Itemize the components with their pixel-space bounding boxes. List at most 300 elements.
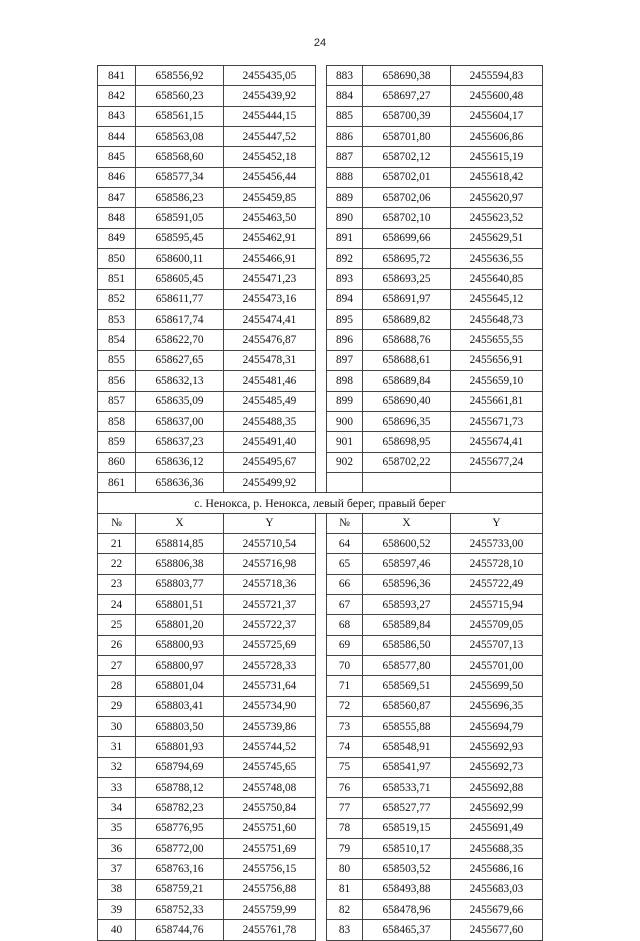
y-coordinate: 2455734,90 — [224, 696, 316, 716]
y-coordinate: 2455671,73 — [451, 411, 543, 431]
point-number: 892 — [327, 249, 363, 269]
x-coordinate: 658700,39 — [363, 106, 451, 126]
x-coordinate: 658569,51 — [363, 676, 451, 696]
point-number: 77 — [327, 798, 363, 818]
x-coordinate: 658702,10 — [363, 208, 451, 228]
x-coordinate: 658702,22 — [363, 452, 451, 472]
column-gap — [316, 86, 327, 106]
x-coordinate: 658586,23 — [136, 188, 224, 208]
table-row — [98, 879, 543, 899]
y-coordinate: 2455722,37 — [224, 615, 316, 635]
column-gap — [316, 554, 327, 574]
x-coordinate: 658688,61 — [363, 350, 451, 370]
x-coordinate: 658627,65 — [136, 350, 224, 370]
point-number: 79 — [327, 839, 363, 859]
x-coordinate: 658533,71 — [363, 778, 451, 798]
point-number: 854 — [98, 330, 136, 350]
point-number: 846 — [98, 167, 136, 187]
x-coordinate: 658568,60 — [136, 147, 224, 167]
y-coordinate: 2455495,67 — [224, 452, 316, 472]
x-coordinate: 658556,92 — [136, 66, 224, 86]
x-coordinate: 658605,45 — [136, 269, 224, 289]
table-row — [98, 717, 543, 737]
point-number: 902 — [327, 452, 363, 472]
point-number: 861 — [98, 472, 136, 492]
column-gap — [316, 635, 327, 655]
y-coordinate: 2455721,37 — [224, 594, 316, 614]
x-coordinate: 658801,20 — [136, 615, 224, 635]
point-number: 83 — [327, 920, 363, 940]
column-gap — [316, 269, 327, 289]
y-coordinate: 2455659,10 — [451, 371, 543, 391]
point-number: 36 — [98, 839, 136, 859]
y-coordinate: 2455725,69 — [224, 635, 316, 655]
y-coordinate: 2455716,98 — [224, 554, 316, 574]
y-coordinate: 2455447,52 — [224, 127, 316, 147]
y-coordinate: 2455699,50 — [451, 676, 543, 696]
column-gap — [316, 452, 327, 472]
y-coordinate: 2455756,15 — [224, 859, 316, 879]
x-coordinate: 658803,50 — [136, 717, 224, 737]
column-gap — [316, 249, 327, 269]
header-row — [98, 513, 543, 533]
column-gap — [316, 818, 327, 838]
x-coordinate: 658597,46 — [363, 554, 451, 574]
y-coordinate: 2455491,40 — [224, 432, 316, 452]
column-gap — [316, 879, 327, 899]
column-gap — [316, 289, 327, 309]
y-coordinate: 2455694,79 — [451, 717, 543, 737]
x-coordinate: 658763,16 — [136, 859, 224, 879]
point-number: 72 — [327, 696, 363, 716]
y-coordinate: 2455677,60 — [451, 920, 543, 940]
point-number: 891 — [327, 228, 363, 248]
y-coordinate: 2455435,05 — [224, 66, 316, 86]
table-row — [98, 310, 543, 330]
y-coordinate: 2455710,54 — [224, 533, 316, 553]
point-number: 39 — [98, 900, 136, 920]
y-coordinate: 2455444,15 — [224, 106, 316, 126]
table-row — [98, 635, 543, 655]
point-number: 40 — [98, 920, 136, 940]
page-number: 24 — [313, 37, 327, 49]
column-header: № — [98, 513, 136, 533]
point-number: 851 — [98, 269, 136, 289]
point-number: 25 — [98, 615, 136, 635]
x-coordinate: 658698,95 — [363, 432, 451, 452]
y-coordinate: 2455731,64 — [224, 676, 316, 696]
point-number: 80 — [327, 859, 363, 879]
point-number: 883 — [327, 66, 363, 86]
column-gap — [316, 228, 327, 248]
point-number: 860 — [98, 452, 136, 472]
column-gap — [316, 208, 327, 228]
column-gap — [316, 188, 327, 208]
column-gap — [316, 472, 327, 492]
point-number: 30 — [98, 717, 136, 737]
y-coordinate: 2455620,97 — [451, 188, 543, 208]
table-row — [98, 594, 543, 614]
x-coordinate: 658637,00 — [136, 411, 224, 431]
column-gap — [316, 696, 327, 716]
point-number: 850 — [98, 249, 136, 269]
y-coordinate: 2455707,13 — [451, 635, 543, 655]
column-header: Y — [224, 513, 316, 533]
x-coordinate: 658632,13 — [136, 371, 224, 391]
point-number: 24 — [98, 594, 136, 614]
table-row — [98, 188, 543, 208]
x-coordinate: 658752,33 — [136, 900, 224, 920]
column-gap — [316, 859, 327, 879]
table-row — [98, 391, 543, 411]
y-coordinate: 2455636,55 — [451, 249, 543, 269]
y-coordinate: 2455744,52 — [224, 737, 316, 757]
y-coordinate — [451, 472, 543, 492]
x-coordinate: 658800,97 — [136, 655, 224, 675]
table-row — [98, 249, 543, 269]
y-coordinate: 2455686,16 — [451, 859, 543, 879]
x-coordinate: 658577,80 — [363, 655, 451, 675]
y-coordinate: 2455604,17 — [451, 106, 543, 126]
point-number: 68 — [327, 615, 363, 635]
x-coordinate: 658589,84 — [363, 615, 451, 635]
y-coordinate: 2455696,35 — [451, 696, 543, 716]
point-number: 75 — [327, 757, 363, 777]
table-row — [98, 269, 543, 289]
y-coordinate: 2455718,36 — [224, 574, 316, 594]
point-number: 21 — [98, 533, 136, 553]
point-number: 888 — [327, 167, 363, 187]
x-coordinate: 658561,15 — [136, 106, 224, 126]
y-coordinate: 2455594,83 — [451, 66, 543, 86]
x-coordinate: 658693,25 — [363, 269, 451, 289]
point-number: 23 — [98, 574, 136, 594]
x-coordinate: 658690,38 — [363, 66, 451, 86]
y-coordinate: 2455722,49 — [451, 574, 543, 594]
y-coordinate: 2455452,18 — [224, 147, 316, 167]
table-row — [98, 127, 543, 147]
y-coordinate: 2455474,41 — [224, 310, 316, 330]
point-number: 859 — [98, 432, 136, 452]
point-number: 27 — [98, 655, 136, 675]
point-number: 853 — [98, 310, 136, 330]
point-number: 886 — [327, 127, 363, 147]
column-gap — [316, 513, 327, 533]
y-coordinate: 2455691,49 — [451, 818, 543, 838]
point-number: 899 — [327, 391, 363, 411]
point-number: 26 — [98, 635, 136, 655]
y-coordinate: 2455478,31 — [224, 350, 316, 370]
point-number: 848 — [98, 208, 136, 228]
y-coordinate: 2455748,08 — [224, 778, 316, 798]
point-number: 64 — [327, 533, 363, 553]
x-coordinate: 658744,76 — [136, 920, 224, 940]
table-row — [98, 289, 543, 309]
point-number: 842 — [98, 86, 136, 106]
point-number: 33 — [98, 778, 136, 798]
table-row — [98, 757, 543, 777]
point-number: 82 — [327, 900, 363, 920]
y-coordinate: 2455751,69 — [224, 839, 316, 859]
y-coordinate: 2455692,93 — [451, 737, 543, 757]
table-row — [98, 371, 543, 391]
column-header: X — [136, 513, 224, 533]
point-number: 896 — [327, 330, 363, 350]
x-coordinate: 658688,76 — [363, 330, 451, 350]
column-header: Y — [451, 513, 543, 533]
y-coordinate: 2455456,44 — [224, 167, 316, 187]
x-coordinate: 658503,52 — [363, 859, 451, 879]
column-header: № — [327, 513, 363, 533]
point-number: 28 — [98, 676, 136, 696]
x-coordinate: 658595,45 — [136, 228, 224, 248]
table-row — [98, 615, 543, 635]
point-number: 76 — [327, 778, 363, 798]
point-number: 858 — [98, 411, 136, 431]
section-title-row — [98, 493, 543, 513]
table-row — [98, 330, 543, 350]
point-number: 31 — [98, 737, 136, 757]
x-coordinate: 658794,69 — [136, 757, 224, 777]
y-coordinate: 2455466,91 — [224, 249, 316, 269]
table-row — [98, 350, 543, 370]
x-coordinate: 658772,00 — [136, 839, 224, 859]
x-coordinate: 658548,91 — [363, 737, 451, 757]
y-coordinate: 2455629,51 — [451, 228, 543, 248]
x-coordinate: 658586,50 — [363, 635, 451, 655]
y-coordinate: 2455462,91 — [224, 228, 316, 248]
x-coordinate: 658637,23 — [136, 432, 224, 452]
x-coordinate: 658801,51 — [136, 594, 224, 614]
point-number: 37 — [98, 859, 136, 879]
table-row — [98, 778, 543, 798]
column-gap — [316, 615, 327, 635]
x-coordinate: 658617,74 — [136, 310, 224, 330]
x-coordinate: 658702,12 — [363, 147, 451, 167]
x-coordinate: 658695,72 — [363, 249, 451, 269]
y-coordinate: 2455481,46 — [224, 371, 316, 391]
x-coordinate: 658689,82 — [363, 310, 451, 330]
table-row — [98, 106, 543, 126]
y-coordinate: 2455679,66 — [451, 900, 543, 920]
y-coordinate: 2455709,05 — [451, 615, 543, 635]
x-coordinate: 658699,66 — [363, 228, 451, 248]
point-number: 845 — [98, 147, 136, 167]
y-coordinate: 2455715,94 — [451, 594, 543, 614]
y-coordinate: 2455656,91 — [451, 350, 543, 370]
x-coordinate: 658691,97 — [363, 289, 451, 309]
x-coordinate: 658635,09 — [136, 391, 224, 411]
column-gap — [316, 432, 327, 452]
x-coordinate: 658702,06 — [363, 188, 451, 208]
point-number: 852 — [98, 289, 136, 309]
column-gap — [316, 757, 327, 777]
column-gap — [316, 106, 327, 126]
table-row — [98, 574, 543, 594]
table-row — [98, 696, 543, 716]
table-row — [98, 66, 543, 86]
x-coordinate: 658478,96 — [363, 900, 451, 920]
table-row — [98, 798, 543, 818]
table-row — [98, 818, 543, 838]
y-coordinate: 2455473,16 — [224, 289, 316, 309]
y-coordinate: 2455623,52 — [451, 208, 543, 228]
table-row — [98, 228, 543, 248]
column-gap — [316, 310, 327, 330]
y-coordinate: 2455701,00 — [451, 655, 543, 675]
y-coordinate: 2455600,48 — [451, 86, 543, 106]
x-coordinate: 658702,01 — [363, 167, 451, 187]
y-coordinate: 2455661,81 — [451, 391, 543, 411]
y-coordinate: 2455677,24 — [451, 452, 543, 472]
x-coordinate: 658560,23 — [136, 86, 224, 106]
point-number: 893 — [327, 269, 363, 289]
column-header: X — [363, 513, 451, 533]
table-row — [98, 86, 543, 106]
column-gap — [316, 391, 327, 411]
point-number: 847 — [98, 188, 136, 208]
x-coordinate: 658759,21 — [136, 879, 224, 899]
point-number: 856 — [98, 371, 136, 391]
table-row — [98, 147, 543, 167]
x-coordinate: 658690,40 — [363, 391, 451, 411]
point-number: 74 — [327, 737, 363, 757]
x-coordinate: 658555,88 — [363, 717, 451, 737]
x-coordinate: 658803,77 — [136, 574, 224, 594]
point-number: 66 — [327, 574, 363, 594]
y-coordinate: 2455692,99 — [451, 798, 543, 818]
column-gap — [316, 839, 327, 859]
column-gap — [316, 411, 327, 431]
point-number: 897 — [327, 350, 363, 370]
table-row — [98, 839, 543, 859]
y-coordinate: 2455688,35 — [451, 839, 543, 859]
table-row — [98, 737, 543, 757]
y-coordinate: 2455645,12 — [451, 289, 543, 309]
y-coordinate: 2455728,33 — [224, 655, 316, 675]
point-number: 35 — [98, 818, 136, 838]
point-number: 841 — [98, 66, 136, 86]
point-number: 67 — [327, 594, 363, 614]
column-gap — [316, 778, 327, 798]
x-coordinate: 658493,88 — [363, 879, 451, 899]
y-coordinate: 2455733,00 — [451, 533, 543, 553]
column-gap — [316, 147, 327, 167]
point-number: 855 — [98, 350, 136, 370]
column-gap — [316, 900, 327, 920]
x-coordinate: 658636,36 — [136, 472, 224, 492]
y-coordinate: 2455759,99 — [224, 900, 316, 920]
x-coordinate: 658814,85 — [136, 533, 224, 553]
y-coordinate: 2455751,60 — [224, 818, 316, 838]
point-number: 844 — [98, 127, 136, 147]
point-number: 895 — [327, 310, 363, 330]
point-number: 887 — [327, 147, 363, 167]
section-title: с. Ненокса, р. Ненокса, левый берег, правый берег — [98, 493, 543, 513]
x-coordinate: 658527,77 — [363, 798, 451, 818]
table-row — [98, 533, 543, 553]
point-number: 898 — [327, 371, 363, 391]
point-number: 843 — [98, 106, 136, 126]
point-number: 69 — [327, 635, 363, 655]
point-number: 70 — [327, 655, 363, 675]
point-number: 73 — [327, 717, 363, 737]
table-row — [98, 655, 543, 675]
y-coordinate: 2455756,88 — [224, 879, 316, 899]
y-coordinate: 2455692,73 — [451, 757, 543, 777]
x-coordinate: 658519,15 — [363, 818, 451, 838]
column-gap — [316, 371, 327, 391]
y-coordinate: 2455750,84 — [224, 798, 316, 818]
x-coordinate: 658636,12 — [136, 452, 224, 472]
y-coordinate: 2455463,50 — [224, 208, 316, 228]
x-coordinate: 658465,37 — [363, 920, 451, 940]
point-number: 65 — [327, 554, 363, 574]
x-coordinate: 658806,38 — [136, 554, 224, 574]
column-gap — [316, 127, 327, 147]
column-gap — [316, 574, 327, 594]
table-row — [98, 411, 543, 431]
x-coordinate: 658701,80 — [363, 127, 451, 147]
point-number: 71 — [327, 676, 363, 696]
x-coordinate: 658596,36 — [363, 574, 451, 594]
x-coordinate: 658697,27 — [363, 86, 451, 106]
y-coordinate: 2455648,73 — [451, 310, 543, 330]
x-coordinate: 658788,12 — [136, 778, 224, 798]
x-coordinate: 658801,93 — [136, 737, 224, 757]
x-coordinate: 658600,11 — [136, 249, 224, 269]
point-number: 29 — [98, 696, 136, 716]
y-coordinate: 2455499,92 — [224, 472, 316, 492]
column-gap — [316, 66, 327, 86]
column-gap — [316, 737, 327, 757]
y-coordinate: 2455476,87 — [224, 330, 316, 350]
point-number: 22 — [98, 554, 136, 574]
x-coordinate: 658696,35 — [363, 411, 451, 431]
x-coordinate: 658593,27 — [363, 594, 451, 614]
point-number: 81 — [327, 879, 363, 899]
y-coordinate: 2455485,49 — [224, 391, 316, 411]
x-coordinate: 658591,05 — [136, 208, 224, 228]
table-row — [98, 208, 543, 228]
point-number: 894 — [327, 289, 363, 309]
y-coordinate: 2455761,78 — [224, 920, 316, 940]
x-coordinate: 658600,52 — [363, 533, 451, 553]
table-row — [98, 859, 543, 879]
y-coordinate: 2455640,85 — [451, 269, 543, 289]
table-row — [98, 920, 543, 940]
table-row — [98, 554, 543, 574]
column-gap — [316, 594, 327, 614]
table-row — [98, 900, 543, 920]
column-gap — [316, 920, 327, 940]
y-coordinate: 2455618,42 — [451, 167, 543, 187]
point-number: 900 — [327, 411, 363, 431]
x-coordinate: 658577,34 — [136, 167, 224, 187]
x-coordinate: 658563,08 — [136, 127, 224, 147]
point-number: 889 — [327, 188, 363, 208]
x-coordinate: 658689,84 — [363, 371, 451, 391]
column-gap — [316, 655, 327, 675]
y-coordinate: 2455606,86 — [451, 127, 543, 147]
point-number: 849 — [98, 228, 136, 248]
y-coordinate: 2455615,19 — [451, 147, 543, 167]
table-row — [98, 432, 543, 452]
column-gap — [316, 798, 327, 818]
y-coordinate: 2455459,85 — [224, 188, 316, 208]
point-number: 32 — [98, 757, 136, 777]
table-row — [98, 676, 543, 696]
